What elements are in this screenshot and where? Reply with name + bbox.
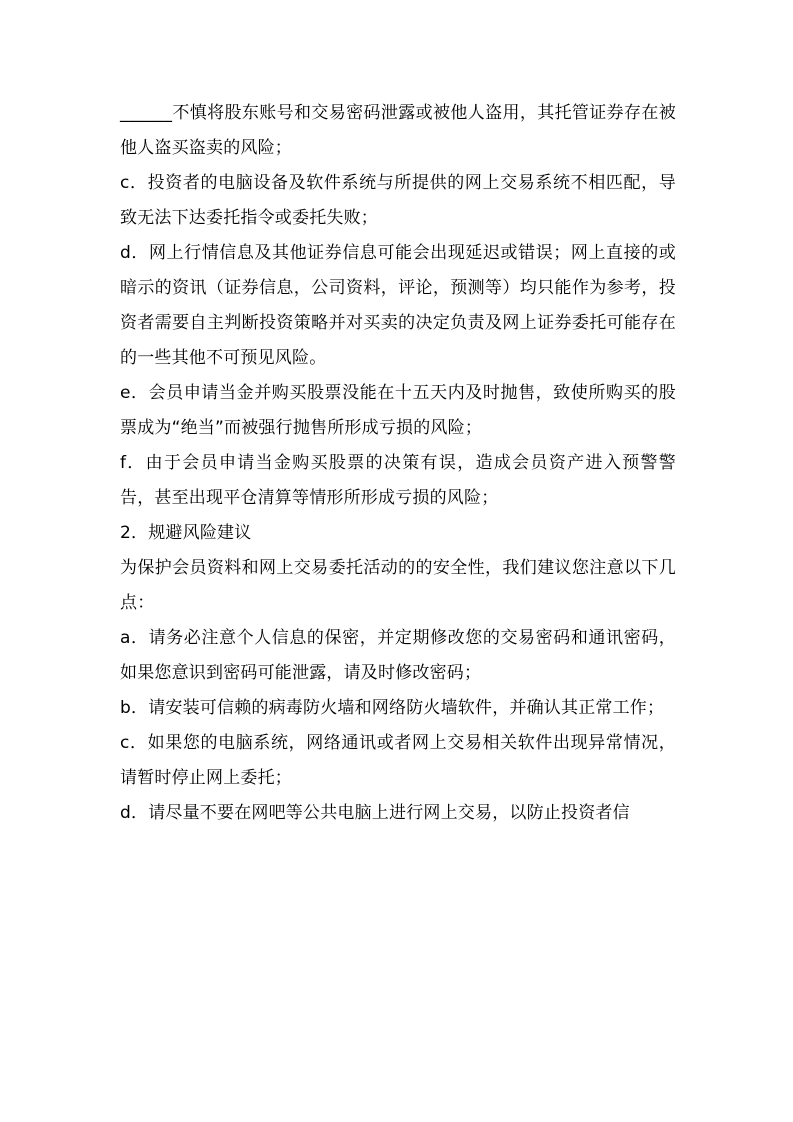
- paragraph-suggestion-d-public-computer: d．请尽量不要在网吧等公共电脑上进行网上交易，以防止投资者信: [120, 803, 630, 823]
- section-heading-risk-avoidance: 2．规避风险建议: [120, 523, 252, 543]
- paragraph-suggestion-a-password: a．请务必注意个人信息的保密，并定期修改您的交易密码和通讯密码，如果您意识到密码可能泄露，请及时修改密码；: [120, 628, 676, 683]
- document-body: [120, 96, 676, 831]
- paragraph-suggestion-b-firewall: b．请安装可信赖的病毒防火墙和网络防火墙软件，并确认其正常工作；: [120, 698, 665, 718]
- paragraph-item-f-decision-error-risk: f．由于会员申请当金购买股票的决策有误，造成会员资产进入预警警告，甚至出现平仓清算等情形所形成亏损的风险；: [120, 453, 676, 508]
- paragraph-account-password-leak-risk: ______不慎将股东账号和交易密码泄露或被他人盗用，其托管证券存在被他人盗买盗卖的风险；: [120, 103, 676, 158]
- paragraph-suggestion-c-stop-trading: c．如果您的电脑系统，网络通讯或者网上交易相关软件出现异常情况，请暂时停止网上委托；: [120, 733, 676, 788]
- paragraph-item-d-market-info-delay: d．网上行情信息及其他证券信息可能会出现延迟或错误；网上直接的或暗示的资讯（证券信息，公司资料，评论，预测等）均只能作为参考，投资者需要自主判断投资策略并对买卖的决定负责及网上证券委托可能存在的一些其他不可预见风险。: [120, 243, 676, 368]
- paragraph-item-c-system-mismatch: c．投资者的电脑设备及软件系统与所提供的网上交易系统不相匹配，导致无法下达委托指令或委托失败；: [120, 173, 676, 228]
- paragraph-item-e-forced-sale-risk: e．会员申请当金并购买股票没能在十五天内及时抛售，致使所购买的股票成为“绝当”而被强行抛售所形成亏损的风险；: [120, 383, 676, 438]
- paragraph-suggestions-intro: 为保护会员资料和网上交易委托活动的的安全性，我们建议您注意以下几点：: [120, 558, 676, 613]
